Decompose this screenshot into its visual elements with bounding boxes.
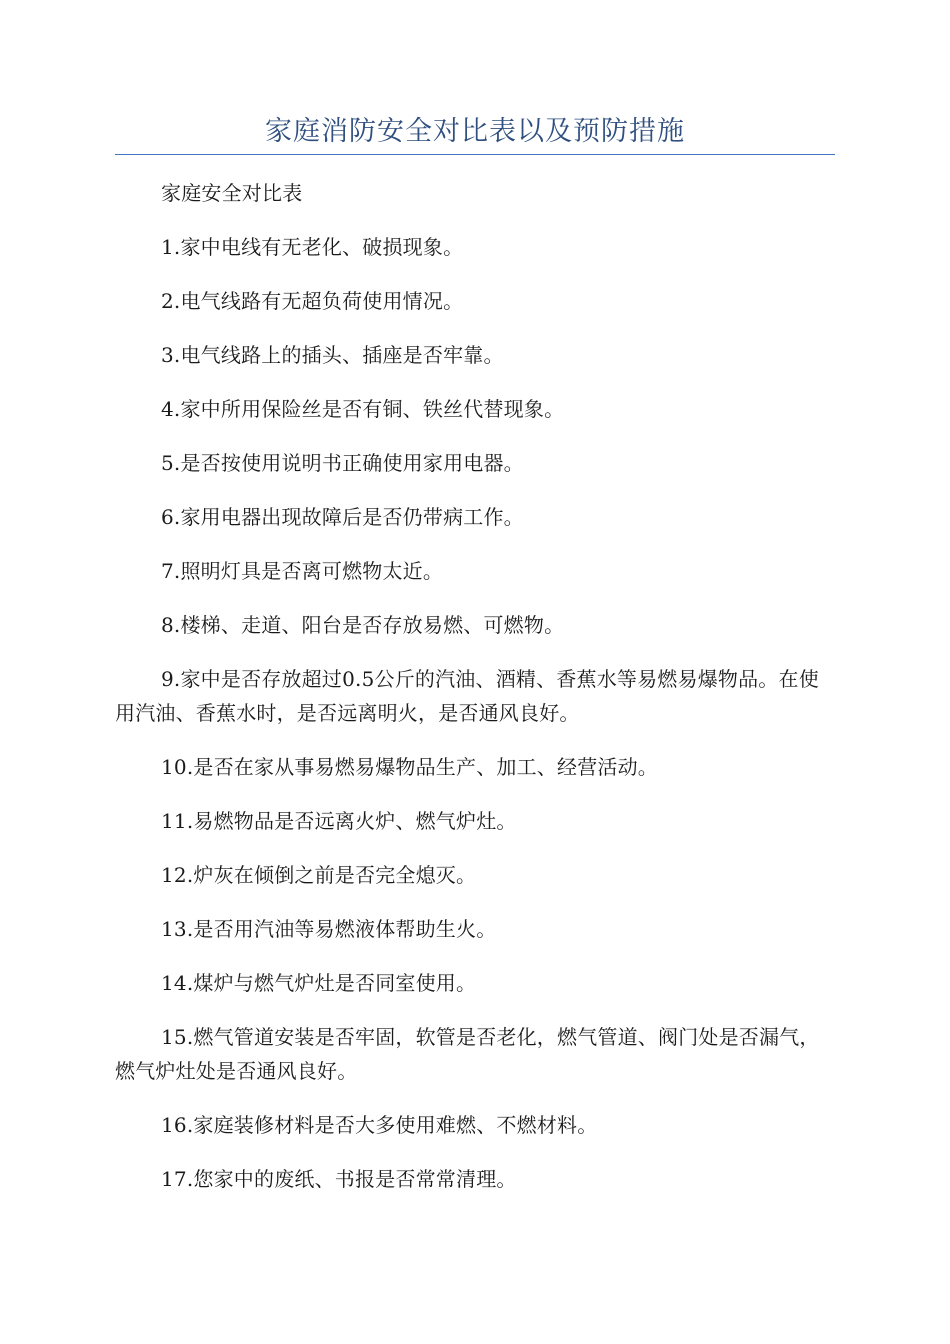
list-item: 11.易燃物品是否远离火炉、燃气炉灶。	[161, 809, 517, 833]
list-item: 15.燃气管道安装是否牢固，软管是否老化，燃气管道、阀门处是否漏气，燃气炉灶处是否通风良好。	[115, 1025, 820, 1083]
list-item: 13.是否用汽油等易燃液体帮助生火。	[161, 917, 497, 941]
list-item: 6.家用电器出现故障后是否仍带病工作。	[161, 505, 524, 529]
list-item: 16.家庭装修材料是否大多使用难燃、不燃材料。	[161, 1113, 598, 1137]
list-item: 12.炉灰在倾倒之前是否完全熄灭。	[161, 863, 477, 887]
list-item: 4.家中所用保险丝是否有铜、铁丝代替现象。	[161, 397, 565, 421]
list-item: 5.是否按使用说明书正确使用家用电器。	[161, 451, 524, 475]
list-item: 2.电气线路有无超负荷使用情况。	[161, 289, 464, 313]
list-item: 8.楼梯、走道、阳台是否存放易燃、可燃物。	[161, 613, 565, 637]
list-item: 17.您家中的废纸、书报是否常常清理。	[161, 1167, 517, 1191]
list-item: 10.是否在家从事易燃易爆物品生产、加工、经营活动。	[161, 755, 659, 779]
document-body	[115, 176, 835, 1216]
list-item: 9.家中是否存放超过0.5公斤的汽油、酒精、香蕉水等易燃易爆物品。在使用汽油、香蕉水时，是否远离明火，是否通风良好。	[115, 667, 819, 725]
title-underline	[115, 154, 835, 155]
list-item: 3.电气线路上的插头、插座是否牢靠。	[161, 343, 504, 367]
list-item: 7.照明灯具是否离可燃物太近。	[161, 559, 444, 583]
list-item: 1.家中电线有无老化、破损现象。	[161, 235, 464, 259]
list-item: 14.煤炉与燃气炉灶是否同室使用。	[161, 971, 477, 995]
section-heading: 家庭安全对比表	[161, 181, 303, 205]
page-title: 家庭消防安全对比表以及预防措施	[265, 116, 685, 147]
